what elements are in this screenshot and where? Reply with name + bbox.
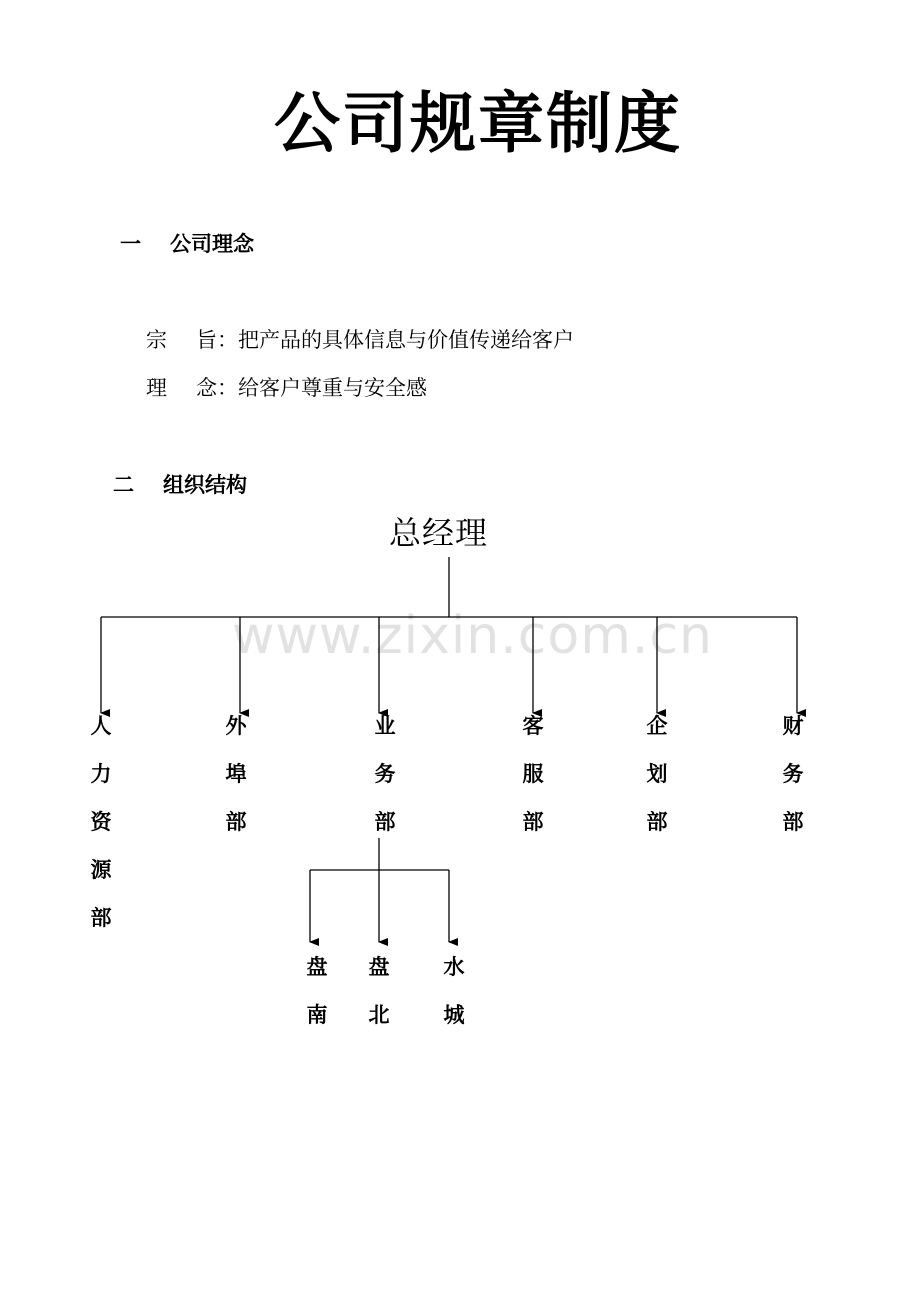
dept-hr-char: 资 <box>90 810 112 834</box>
sub-unit-pannan-char: 南 <box>306 1003 328 1027</box>
dept-external-char: 部 <box>225 810 247 834</box>
dept-business-char: 部 <box>374 810 396 834</box>
dept-business <box>370 702 400 846</box>
philosophy-label-1: 理 <box>146 376 167 400</box>
watermark: www.zixin.com.cn <box>232 606 713 666</box>
dept-customer-service-char: 服 <box>522 762 544 786</box>
sub-unit-panbei-char: 北 <box>368 1003 390 1027</box>
section-2-number: 二 <box>113 473 134 497</box>
page-title: 公司规章制度 <box>274 85 682 162</box>
dept-finance-char: 部 <box>782 810 804 834</box>
sub-unit-shuicheng <box>439 943 469 1039</box>
dept-business-char: 务 <box>374 762 396 786</box>
dept-planning-char: 企 <box>646 714 668 738</box>
dept-hr-char: 源 <box>90 858 112 882</box>
dept-hr-char: 力 <box>90 762 112 786</box>
sub-unit-pannan <box>302 943 332 1039</box>
dept-finance <box>778 702 808 846</box>
dept-finance-char: 财 <box>782 714 804 738</box>
dept-external-char: 外 <box>225 714 247 738</box>
mission-label-2: 旨： <box>196 328 238 352</box>
dept-customer-service-char: 客 <box>522 714 544 738</box>
sub-unit-shuicheng-char: 城 <box>443 1003 465 1027</box>
dept-hr-char: 部 <box>90 906 112 930</box>
sub-unit-shuicheng-char: 水 <box>443 955 465 979</box>
sub-unit-panbei-char: 盘 <box>368 955 390 979</box>
dept-external <box>221 702 251 846</box>
sub-unit-pannan-char: 盘 <box>306 955 328 979</box>
section-2-title: 组织结构 <box>163 473 247 497</box>
sub-unit-panbei <box>364 943 394 1039</box>
dept-hr <box>86 702 116 942</box>
org-root-general-manager: 总经理 <box>389 514 489 552</box>
dept-planning <box>642 702 672 846</box>
dept-hr-char: 人 <box>90 714 112 738</box>
dept-external-char: 埠 <box>225 762 247 786</box>
mission-text: 把产品的具体信息与价值传递给客户 <box>238 328 574 352</box>
mission-label-1: 宗 <box>146 328 167 352</box>
section-1-title: 公司理念 <box>170 232 254 256</box>
dept-customer-service <box>518 702 548 846</box>
dept-business-char: 业 <box>374 714 396 738</box>
philosophy-text: 给客户尊重与安全感 <box>238 376 427 400</box>
philosophy-label-2: 念： <box>196 376 238 400</box>
dept-planning-char: 划 <box>646 762 668 786</box>
dept-planning-char: 部 <box>646 810 668 834</box>
section-1-number: 一 <box>120 232 141 256</box>
dept-finance-char: 务 <box>782 762 804 786</box>
dept-customer-service-char: 部 <box>522 810 544 834</box>
